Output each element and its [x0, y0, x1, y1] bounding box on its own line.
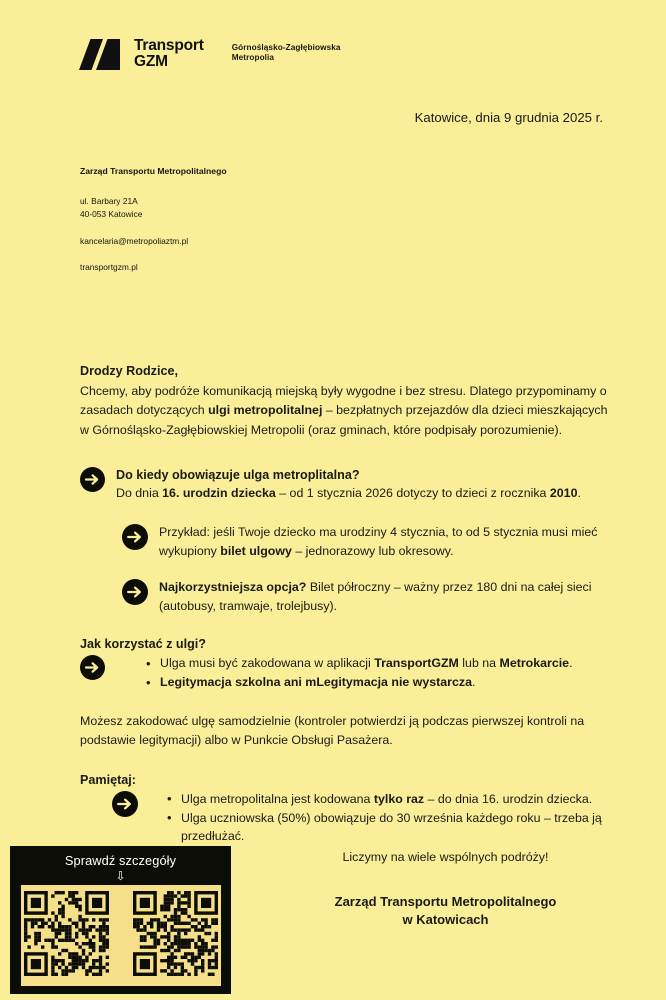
list-item	[167, 790, 610, 809]
sender-city: 40-053 Katowice	[80, 208, 143, 219]
best-option-text-1: Bilet półroczny – ważny przez 180 dni na całej sieci (autobusy, tramwaje, trolejbusy).	[159, 580, 592, 613]
list-item	[146, 673, 610, 692]
arrow-right-circle-icon	[122, 524, 148, 550]
transport-gzm-m-logo-icon	[79, 39, 125, 70]
remember-list	[149, 790, 610, 847]
signature-line-2: w Katowicach	[402, 912, 489, 928]
spacer	[80, 247, 227, 261]
letterhead	[79, 38, 362, 71]
brand-word-gzm: GZM	[134, 53, 168, 71]
spacer	[80, 440, 610, 466]
list-item: • Ulga uczniowska (50%) obowiązuje do 30 września każdego roku – trzeba ją przedłużać.	[167, 809, 610, 847]
howto-b2-bold: Legitymacja szkolna ani mLegitymacja nie wystarcza	[160, 675, 472, 690]
validity-text	[116, 484, 610, 503]
spacer	[80, 560, 610, 578]
validity-heading: Do kiedy obowiązuje ulga metroplitalna?	[116, 468, 360, 483]
sender-organization: Zarząd Transportu Metropolitalnego	[80, 166, 227, 176]
howto-b1-text-3: .	[569, 656, 573, 671]
section-validity	[80, 466, 610, 503]
howto-b1-text-1: Ulga musi być zakodowana w aplikacji	[160, 656, 375, 671]
example-text-1: Przykład: jeśli Twoje dziecko ma urodziny 4 stycznia, to od 5 stycznia musi mieć wykupiony	[159, 524, 598, 558]
remember-b1-bold: tylko raz	[373, 791, 425, 806]
section-example-body	[159, 523, 610, 560]
intro-text-2: – bezpłatnych przejazdów dla dzieci mieszkających w Górnośląsko-Zagłębiowskiej Metropolii (oraz gminach, które podpisały porozumienie).	[80, 403, 608, 437]
salutation: Drodzy Rodzice,	[80, 364, 178, 378]
validity-text-3: .	[577, 486, 581, 501]
arrow-right-circle-icon	[122, 579, 148, 605]
example-text	[159, 523, 610, 560]
intro-text-1: Chcemy, aby podróże komunikacją miejską były wygodne i bez stresu. Dlatego przypominamy o zasadach dotyczących	[80, 383, 607, 418]
signature-line-1: Zarząd Transportu Metropolitalnego	[334, 893, 557, 909]
brand-wordmark	[134, 38, 204, 71]
section-remember-body	[149, 790, 610, 847]
howto-b1-text-2: lub na	[458, 656, 500, 671]
arrow-right-circle-icon	[112, 791, 138, 817]
spacer	[80, 503, 610, 523]
section-best-option-body	[159, 578, 610, 615]
best-option-bold: Najkorzystniejsza opcja?	[159, 580, 307, 595]
qr-code-icon[interactable]	[21, 885, 221, 986]
self-coding-paragraph: Możesz zakodować ulgę samodzielnie (kontroler potwierdzi ją podczas pierwszej kontroli na podstawie legitymacji) albo w Punkcie Obsługi Pasażera.	[80, 713, 585, 748]
validity-text-1: Do dnia	[116, 486, 163, 501]
intro-bold-1: ulgi metropolitalnej	[208, 403, 323, 418]
spacer	[80, 177, 227, 195]
sender-street: ul. Barbary 21A	[80, 196, 138, 207]
letter-body	[80, 362, 610, 846]
spacer	[80, 751, 610, 771]
remember-b1-text-2: – do dnia 16. urodzin dziecka.	[424, 791, 593, 806]
section-remember	[112, 790, 610, 847]
intro-paragraph	[80, 382, 610, 440]
qr-promo-panel[interactable]	[10, 846, 231, 994]
section-example	[122, 523, 610, 560]
howto-b1-bold-2: Metrokarcie	[499, 656, 570, 671]
signature	[245, 893, 646, 931]
remember-heading: Pamiętaj:	[80, 772, 136, 787]
howto-list	[116, 654, 610, 692]
arrow-down-icon: ⇩	[115, 868, 126, 883]
spacer	[80, 692, 610, 712]
best-option-text	[159, 578, 610, 615]
closing-block	[245, 848, 646, 930]
arrow-right-circle-icon	[80, 467, 105, 492]
sender-email[interactable]: kancelaria@metropoliaztm.pl	[80, 235, 189, 246]
brand-word-transport: Transport	[134, 37, 204, 54]
howto-heading: Jak korzystać z ulgi?	[80, 637, 206, 652]
howto-b1-bold-1: TransportGZM	[374, 656, 459, 671]
section-best-option	[122, 578, 610, 615]
organisation-name: Górnośląsko-Zagłębiowska Metropolia	[231, 43, 341, 63]
validity-bold-2: 2010	[549, 486, 578, 501]
closing-wish: Liczymy na wiele wspólnych podróży!	[342, 850, 549, 864]
arrow-right-circle-icon	[80, 655, 105, 680]
brand-logo	[79, 38, 204, 71]
howto-b2-tail: .	[471, 675, 476, 690]
section-howto-body	[116, 654, 610, 692]
sender-block	[80, 165, 227, 273]
validity-text-2: – od 1 stycznia 2026 dotyczy to dzieci z rocznika	[275, 486, 550, 501]
remember-b1-text-1: Ulga metropolitalna jest kodowana	[181, 791, 374, 806]
section-validity-body	[116, 466, 610, 503]
date-line: Katowice, dnia 9 grudnia 2025 r.	[414, 110, 603, 125]
section-howto	[80, 654, 610, 692]
spacer	[80, 220, 227, 235]
sender-website[interactable]: transportgzm.pl	[80, 262, 138, 273]
example-bold-1: bilet ulgowy	[220, 543, 292, 558]
list-item	[146, 654, 610, 673]
example-text-2: – jednorazowy lub okresowy.	[291, 543, 454, 558]
spacer	[80, 615, 610, 635]
validity-bold-1: 16. urodzin dziecka	[162, 486, 276, 501]
qr-panel-title: Sprawdź szczegóły	[64, 853, 177, 868]
